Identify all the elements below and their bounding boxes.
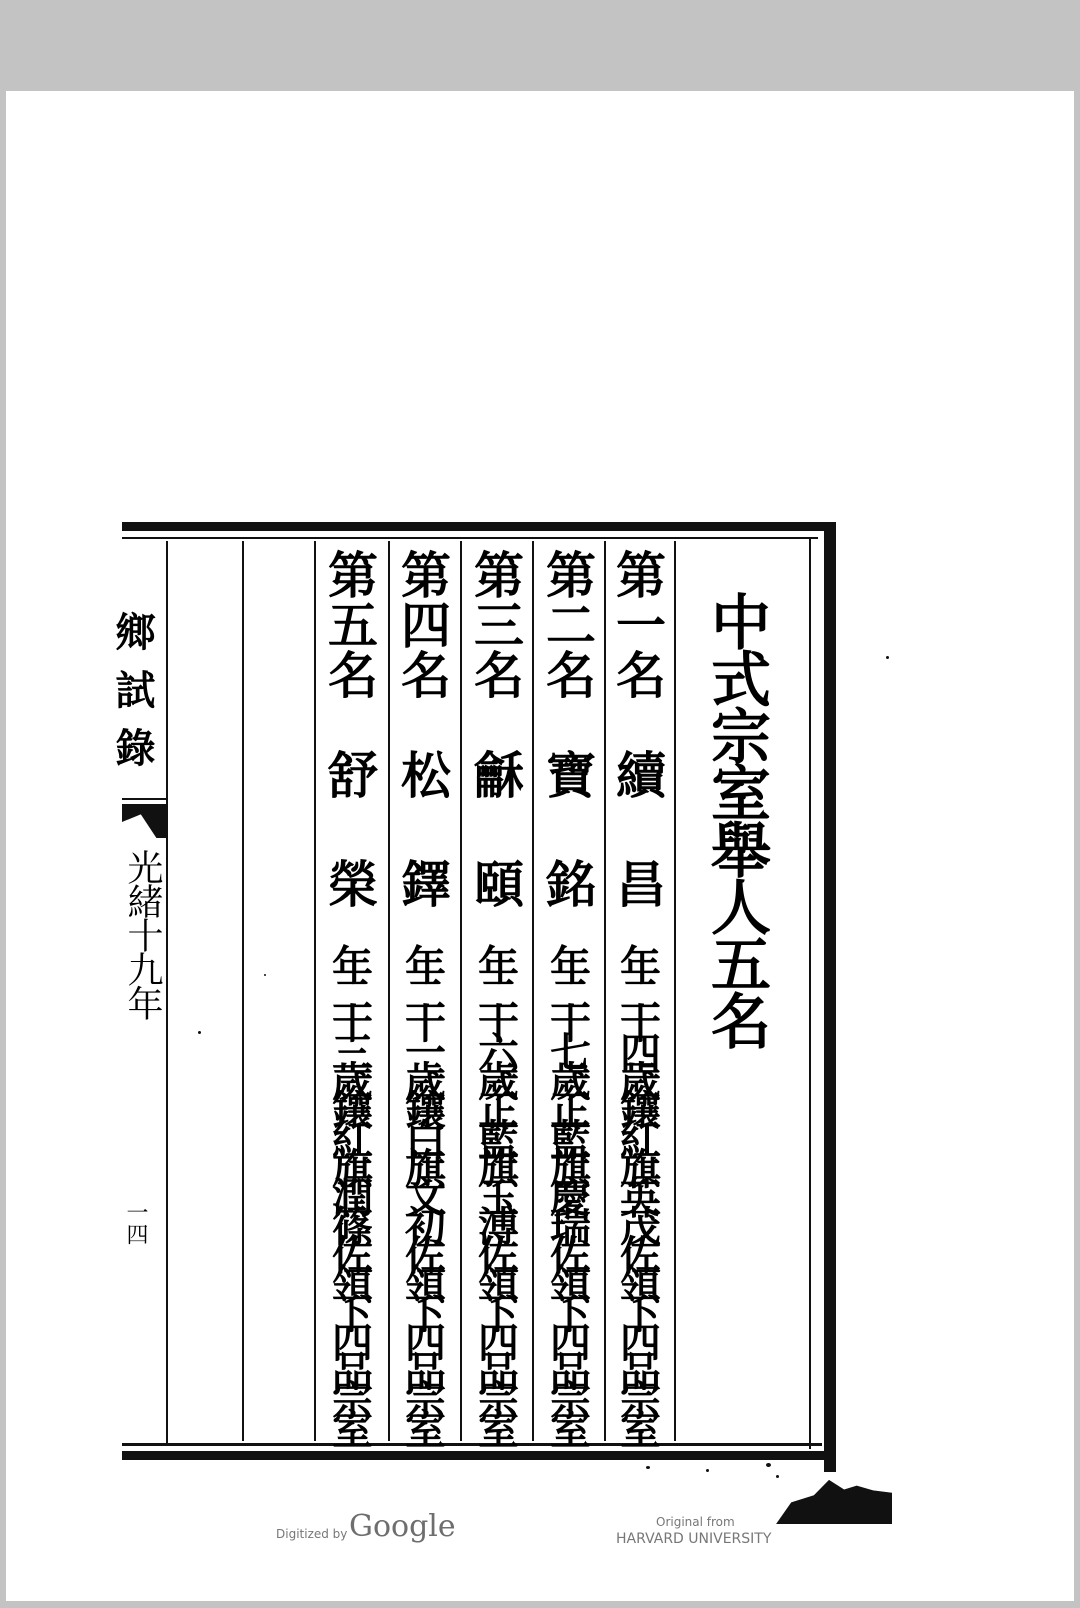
frame-top-inner-line bbox=[122, 537, 818, 539]
entry-name: 續 昌 bbox=[608, 749, 667, 908]
institution-label: HARVARD UNIVERSITY bbox=[616, 1531, 772, 1547]
column-divider bbox=[166, 541, 168, 1443]
entry-rank: 第四名 bbox=[393, 549, 452, 699]
ink-damage bbox=[766, 1476, 892, 1524]
entry-details: 年二十六歲正藍旗玉溥佐領下四品宗室 bbox=[471, 944, 519, 1437]
document-title: 中式宗室舉人五名 bbox=[701, 591, 771, 1047]
column-divider bbox=[314, 541, 316, 1441]
frame-right-inner-line bbox=[809, 537, 811, 1449]
column-divider bbox=[460, 541, 462, 1441]
margin-reign-year: 光緒十九年 bbox=[122, 849, 163, 1019]
entry-name: 龢 頤 bbox=[466, 749, 525, 908]
digitized-by-label: Digitized by bbox=[276, 1527, 348, 1541]
frame-top-border bbox=[122, 522, 836, 531]
margin-page-number: 一四 bbox=[123, 1201, 148, 1245]
entry-rank: 第二名 bbox=[538, 549, 597, 699]
entry-details: 年二十七歲正藍旗慶瑞佐領下四品宗室 bbox=[543, 944, 591, 1437]
entry-rank: 第五名 bbox=[320, 549, 379, 699]
column-divider bbox=[604, 541, 606, 1441]
column-divider bbox=[242, 541, 244, 1441]
entry-name: 舒 榮 bbox=[320, 749, 379, 908]
fishtail-line bbox=[122, 798, 166, 800]
frame-bottom-border bbox=[122, 1451, 836, 1460]
column-divider bbox=[532, 541, 534, 1441]
google-logo: Google bbox=[349, 1509, 456, 1544]
column-divider bbox=[388, 541, 390, 1441]
frame-right-border bbox=[824, 522, 836, 1472]
scanned-page bbox=[6, 91, 1074, 1601]
entry-details: 年二十四歲鑲紅旗英茂佐領下四品宗室 bbox=[613, 944, 661, 1437]
entry-rank: 第三名 bbox=[466, 549, 525, 699]
entry-name: 松 鐸 bbox=[393, 749, 452, 908]
entry-name: 寶 銘 bbox=[538, 749, 597, 908]
entry-details: 年二十三歲鑲紅旗潤篠佐領下四品宗室 bbox=[325, 944, 373, 1437]
frame-bottom-inner-line bbox=[122, 1443, 822, 1446]
original-from-label: Original from bbox=[656, 1515, 735, 1529]
entry-details: 年二十一歲鑲白旗文初佐領下四品宗室 bbox=[398, 944, 446, 1437]
margin-book-title: 鄉試錄 bbox=[109, 611, 156, 785]
entry-rank: 第一名 bbox=[608, 549, 667, 699]
column-divider bbox=[674, 541, 676, 1441]
